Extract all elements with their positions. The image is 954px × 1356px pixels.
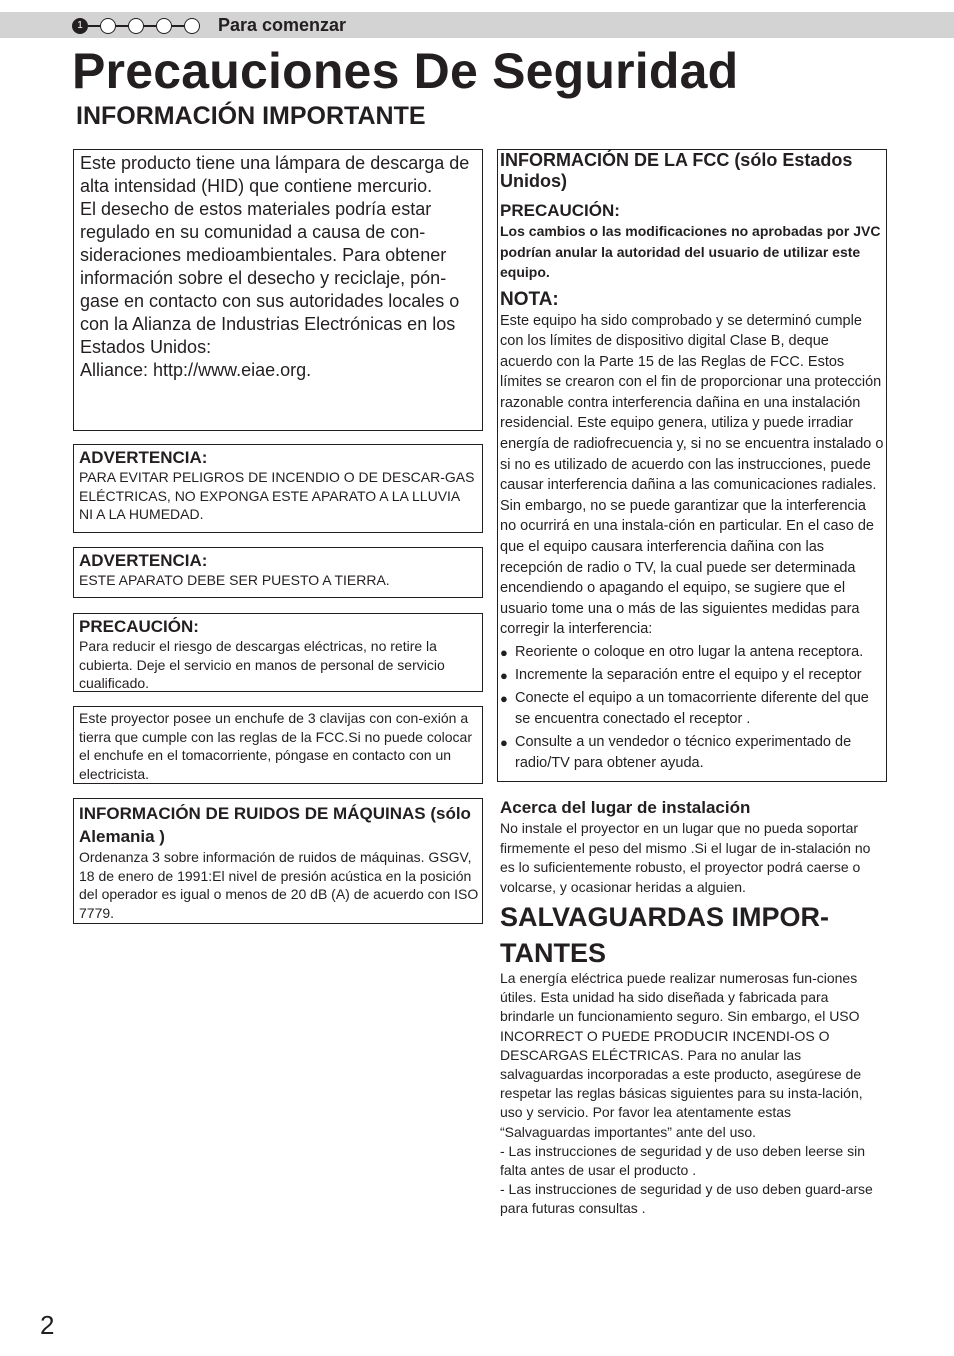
- safeguards-heading-line2: TANTES: [500, 938, 606, 968]
- step-5: [184, 18, 200, 34]
- step-connector: [88, 25, 100, 27]
- section-subtitle: INFORMACIÓN IMPORTANTE: [76, 102, 426, 130]
- fcc-bullet: [500, 665, 884, 686]
- fcc-bullet-text: Consulte a un vendedor o técnico experimentado de radio/TV para obtener ayuda.: [515, 734, 852, 771]
- step-3: [128, 18, 144, 34]
- step-connector: [144, 25, 156, 27]
- page-title: Precauciones De Seguridad: [72, 43, 739, 99]
- hid-paragraph-3: Alliance: http://www.eiae.org.: [80, 360, 312, 380]
- plug-notice-text: Este proyector posee un enchufe de 3 clavijas con con-exión a tierra que cumple con las reglas de la FCC.Si no puede colocar el enchufe en el tomacorriente, póngase en contacto con un electricista.: [79, 710, 472, 782]
- step-1-active: 1: [72, 18, 88, 34]
- bullet-icon: ●: [500, 735, 508, 750]
- fcc-caution-text: Los cambios o las modificaciones no aprobadas por JVC podrían anular la autoridad del usuario de utilizar este equipo.: [500, 223, 881, 280]
- fcc-info-box: [497, 149, 887, 782]
- fcc-heading: INFORMACIÓN DE LA FCC (sólo Estados Unidos): [500, 150, 853, 191]
- safeguards-section: [500, 899, 884, 1219]
- safeguards-paragraph: La energía eléctrica puede realizar numerosas fun-ciones útiles. Esta unidad ha sido diseñada y fabricada para brindarle un funcionamiento seguro. Sin embargo, el USO INCORRECT O PUEDE PRODUCIR INCENDI-OS O DESCARGAS ELÉCTRICAS. Para no anular las salvaguardas incorporadas a este producto, asegúrese de respetar las reglas básicas siguientes para su insta-lación, uso y servicio. Por favor lea atentamente estas “Salvaguardas importantes” ante del uso.: [500, 970, 863, 1140]
- noise-text: Ordenanza 3 sobre información de ruidos de máquinas. GSGV, 18 de enero de 1991:El nivel de presión acústica en la posición del operador es igual o menos de 20 dB (A) de acuerdo con ISO 7779.: [79, 849, 479, 921]
- fcc-caution-heading: PRECAUCIÓN:: [500, 201, 620, 220]
- noise-heading: INFORMACIÓN DE RUIDOS DE MÁQUINAS (sólo Alemania ): [79, 804, 471, 846]
- warning-heading: ADVERTENCIA:: [79, 448, 208, 467]
- fcc-bullet: [500, 642, 884, 663]
- fcc-bullet-text: Incremente la separación entre el equipo y el receptor: [515, 667, 862, 683]
- warning-text: PARA EVITAR PELIGROS DE INCENDIO O DE DESCAR-GAS ELÉCTRICAS, NO EXPONGA ESTE APARATO A LA LLUVIA NI A LA HUMEDAD.: [79, 469, 475, 522]
- bullet-icon: ●: [500, 668, 508, 683]
- fcc-bullet-text: Conecte el equipo a un tomacorriente diferente del que se encuentra conectado el receptor .: [515, 690, 869, 727]
- installation-text: No instale el proyector en un lugar que no pueda soportar firmemente el peso del mismo .Si el lugar de in-stalación no es lo suficientemente robusto, el proyector podrá caerse o volcarse, y ocasionar heridas a alguien.: [500, 820, 871, 895]
- safeguards-heading: [500, 899, 884, 971]
- installation-heading: Acerca del lugar de instalación: [500, 798, 751, 817]
- safeguards-paragraph: - Las instrucciones de seguridad y de uso deben guard-arse para futuras consultas .: [500, 1181, 873, 1217]
- warning-heading: ADVERTENCIA:: [79, 551, 208, 570]
- safeguards-heading-line1: SALVAGUARDAS IMPOR-: [500, 902, 829, 932]
- caution-text: Para reducir el riesgo de descargas eléctricas, no retire la cubierta. Deje el servicio en manos de personal de servicio cualificado.: [79, 638, 445, 691]
- installation-section: [500, 797, 888, 897]
- step-connector: [116, 25, 128, 27]
- machine-noise-box: [73, 798, 483, 924]
- warning-text: ESTE APARATO DEBE SER PUESTO A TIERRA.: [79, 572, 390, 588]
- warning-box-rain: [73, 444, 483, 533]
- fcc-bullet: [500, 688, 884, 730]
- step-connector: [172, 25, 184, 27]
- plug-notice-box: [73, 706, 483, 784]
- fcc-bullet-text: Reoriente o coloque en otro lugar la antena receptora.: [515, 644, 864, 660]
- step-4: [156, 18, 172, 34]
- hid-lamp-notice: [73, 149, 483, 431]
- hid-paragraph-1: Este producto tiene una lámpara de descarga de alta intensidad (HID) que contiene mercurio.: [80, 153, 470, 196]
- page-number: 2: [40, 1310, 55, 1340]
- fcc-note-heading: NOTA:: [500, 288, 559, 310]
- caution-heading: PRECAUCIÓN:: [79, 617, 199, 636]
- safeguards-paragraph: - Las instrucciones de seguridad y de uso deben leerse sin falta antes de usar el producto .: [500, 1142, 865, 1179]
- caution-box: [73, 613, 483, 692]
- step-2: [100, 18, 116, 34]
- bullet-icon: ●: [500, 691, 508, 706]
- section-label: Para comenzar: [218, 15, 347, 35]
- hid-paragraph-2: El desecho de estos materiales podría estar regulado en su comunidad a causa de con-sideraciones medioambientales. Para obtener información sobre el desecho y reciclaje, pón-gase en contacto con sus autoridades locales o con la Alianza de Industrias Electrónicas en los Estados Unidos:: [80, 199, 460, 357]
- bullet-icon: ●: [500, 645, 508, 660]
- step-indicator: [72, 17, 200, 35]
- fcc-bullet: [500, 732, 884, 774]
- fcc-note-text: Este equipo ha sido comprobado y se determinó cumple con los límites de dispositivo digital Clase B, deque acuerdo con la Parte 15 de las Reglas de FCC. Estos límites se crearon con el fin de proporcionar una protección razonable contra interferencia dañina en una instalación residencial. Este equipo genera, utiliza y puede irradiar energía de radiofrecuencia y, si no se encuentra instalado o si no es utilizado de acuerdo con las instrucciones, puede causar interferencia dañina a las comunicaciones radiales. Sin embargo, no se puede garantizar que la interferencia no ocurrirá en una instala-ción en particular. En el caso de que el equipo causara interferencia dañina con las recepción de radio o TV, la cual puede ser determinada encendiendo o apagando el equipo, se sugiere que el usuario tome una o más de las siguientes medidas para corregir la interferencia:: [500, 312, 884, 638]
- warning-box-ground: [73, 547, 483, 598]
